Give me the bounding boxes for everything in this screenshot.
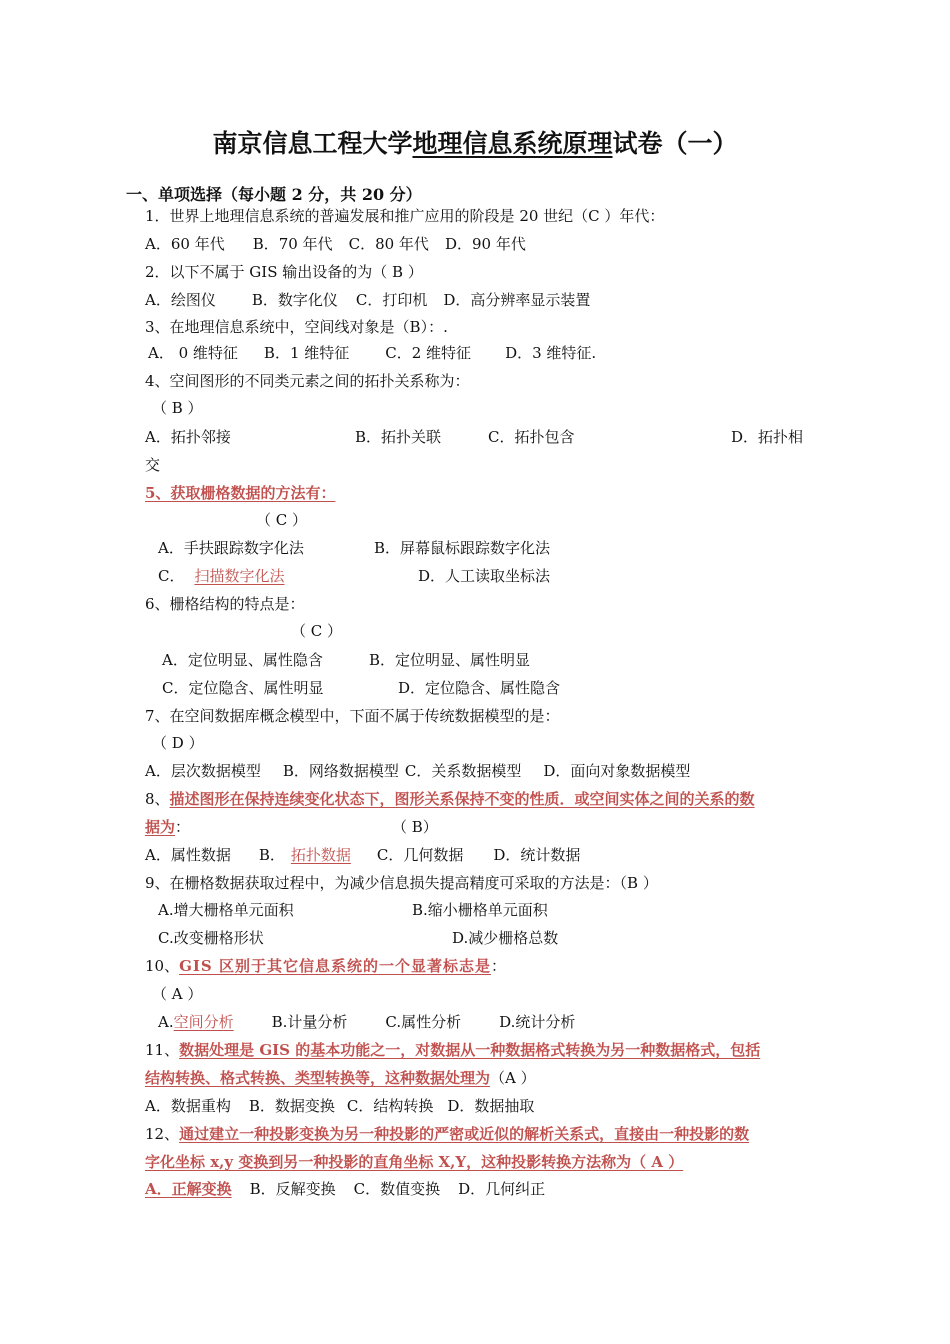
q3-options: A． 0 维特征 B．1 维特征 C．2 维特征 D．3 维特征. [148,344,597,362]
q4-stem: 4、空间图形的不同类元素之间的拓扑关系称为： [145,372,470,390]
q5-answer: （ C ） [256,511,308,529]
q8-options: A．属性数据 B． 拓扑数据 C．几何数据 D．统计数据 [145,846,581,864]
q10-answer: （ A ） [152,985,203,1003]
q5-stem: 5、获取栅格数据的方法有： [145,484,336,502]
q6-stem: 6、栅格结构的特点是： [145,595,305,613]
q4-option-d-cont: 交 [145,456,161,474]
q1-stem: 1．世界上地理信息系统的普遍发展和推广应用的阶段是 20 世纪（C ）年代： [145,207,665,225]
section-heading: 一、单项选择（每小题 2 分，共 20 分） [126,185,422,204]
q7-answer: （ D ） [152,734,204,752]
q9-option-b: B.缩小栅格单元面积 [412,901,548,919]
q2-stem: 2．以下不属于 GIS 输出设备的为（ B ） [145,263,423,281]
q10-options: A.空间分析 B.计量分析 C.属性分析 D.统计分析 [158,1013,576,1031]
q4-option-c: C．拓扑包含 [488,428,575,446]
q9-stem: 9、在栅格数据获取过程中，为减少信息损失提高精度可采取的方法是：（B ） [145,874,658,892]
q12-options: A．正解变换 B．反解变换 C．数值变换 D．几何纠正 [145,1180,546,1198]
q5-option-b: B．屏幕鼠标跟踪数字化法 [374,539,551,557]
q11-stem-line2: 结构转换、格式转换、类型转换等，这种数据处理为（A ） [145,1069,536,1087]
q6-option-c: C．定位隐含、属性明显 [162,679,324,697]
page-title: 南京信息工程大学地理信息系统原理试卷（一） [212,129,738,158]
q5-option-d: D．人工读取坐标法 [418,567,551,585]
q9-option-d: D.减少栅格总数 [452,929,559,947]
q11-options: A．数据重构 B．数据变换 C．结构转换 D．数据抽取 [145,1097,535,1115]
q10-stem: 10、GIS 区别于其它信息系统的一个显著标志是： [145,957,506,975]
q8-answer: （ B） [392,818,438,836]
q6-option-a: A．定位明显、属性隐含 [162,651,323,669]
q11-stem-line1: 11、数据处理是 GIS 的基本功能之一，对数据从一种数据格式转换为另一种数据格式，包括 [145,1041,761,1059]
q4-option-d: D．拓扑相 [731,428,804,446]
q5-option-c: C． 扫描数字化法 [158,567,285,585]
q5-option-a: A．手扶跟踪数字化法 [158,539,304,557]
q2-options: A．绘图仪 B．数字化仪 C．打印机 D．高分辨率显示装置 [145,291,591,309]
q8-stem-line2: 据为： [145,818,191,836]
q9-option-a: A.增大栅格单元面积 [158,901,294,919]
q3-stem: 3、在地理信息系统中，空间线对象是（B）：. [145,318,448,336]
q12-stem-line1: 12、通过建立一种投影变换为另一种投影的严密或近似的解析关系式，直接由一种投影的数 [145,1125,750,1143]
q6-option-b: B．定位明显、属性明显 [369,651,531,669]
q6-option-d: D．定位隐含、属性隐含 [398,679,561,697]
q8-stem-line1: 8、描述图形在保持连续变化状态下，图形关系保持不变的性质．或空间实体之间的关系的数 [145,790,755,808]
q4-option-a: A．拓扑邻接 [145,428,231,446]
title-subject: 地理信息系统原理 [412,129,613,158]
q1-options: A．60 年代 B．70 年代 C．80 年代 D．90 年代 [145,235,526,253]
q4-option-b: B．拓扑关联 [355,428,442,446]
q6-answer: （ C ） [291,622,343,640]
q7-options: A．层次数据模型 B．网络数据模型 C．关系数据模型 D．面向对象数据模型 [145,762,691,780]
q4-answer: （ B ） [152,399,203,417]
q7-stem: 7、在空间数据库概念模型中，下面不属于传统数据模型的是： [145,707,560,725]
q12-stem-line2: 字化坐标 x,y 变换到另一种投影的直角坐标 X,Y，这种投影转换方法称为（ A ） [145,1153,684,1171]
q9-option-c: C.改变栅格形状 [158,929,264,947]
